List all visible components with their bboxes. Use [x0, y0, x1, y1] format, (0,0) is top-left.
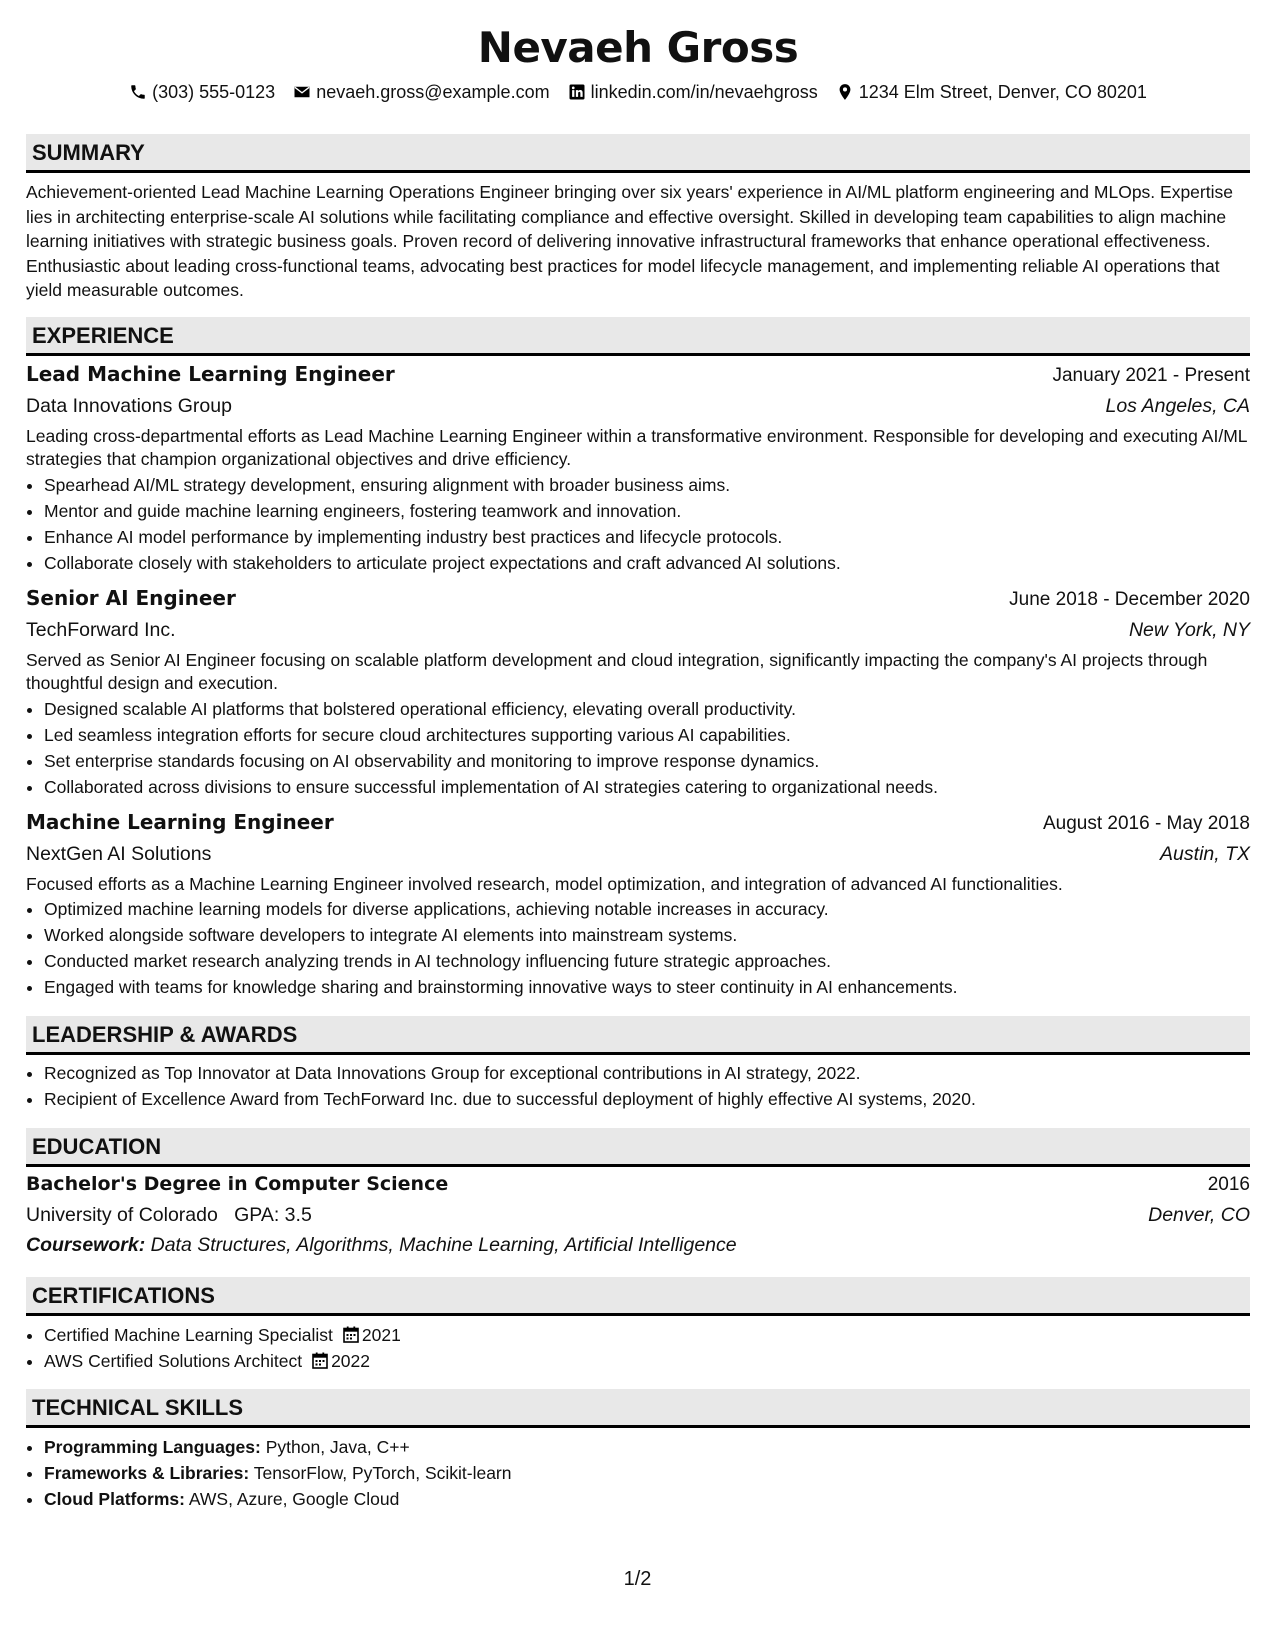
list-item: • Recognized as Top Innovator at Data Innovations Group for exceptional contributions in AI strategy, 2022.: [44, 1060, 1250, 1086]
coursework-label: Coursework:: [26, 1234, 146, 1257]
coursework-list: Data Structures, Algorithms, Machine Learning, Artificial Intelligence: [150, 1234, 737, 1257]
education-school-row: [26, 1200, 1250, 1230]
contact-bar: [26, 80, 1250, 104]
job-description: Served as Senior AI Engineer focusing on scalable platform development and cloud integration, significantly impacting the company's AI projects through thoughtful design and execution.: [26, 649, 1208, 694]
list-item: [44, 1486, 1250, 1512]
job-dates: August 2016 - May 2018: [1042, 812, 1250, 834]
degree-title: Bachelor's Degree in Computer Science: [26, 1173, 449, 1196]
map-pin-icon: [836, 83, 854, 101]
job-header-row: [26, 359, 1250, 391]
contact-linkedin[interactable]: [568, 80, 818, 104]
job-location: Austin, TX: [1160, 842, 1250, 865]
list-item: [44, 1460, 1250, 1486]
job-bullets: [26, 472, 1250, 576]
linkedin-icon: [568, 83, 586, 101]
address-text: 1234 Elm Street, Denver, CO 80201: [858, 82, 1147, 102]
gpa: GPA: 3.5: [234, 1204, 312, 1227]
list-item: [44, 1348, 1250, 1374]
list-item: • Collaborate closely with stakeholders to articulate project expectations and craft advanced AI solutions.: [44, 550, 1250, 576]
contact-phone[interactable]: [129, 80, 275, 104]
job-company: Data Innovations Group: [26, 394, 232, 417]
list-item: • Collaborated across divisions to ensure successful implementation of AI strategies catering to organizational needs.: [44, 774, 1250, 800]
list-item: • Designed scalable AI platforms that bolstered operational efficiency, elevating overall productivity.: [44, 696, 1250, 722]
envelope-icon: [293, 83, 311, 101]
job-header-row: [26, 583, 1250, 615]
list-item: [44, 1434, 1250, 1460]
awards-heading: LEADERSHIP & AWARDS: [26, 1016, 1250, 1055]
job-description: Focused efforts as a Machine Learning Engineer involved research, model optimization, and integration of advanced AI functionalities.: [26, 873, 1063, 894]
skills-list: [26, 1434, 1250, 1512]
cert-year: 2022: [331, 1351, 371, 1372]
list-item: • Worked alongside software developers to integrate AI elements into mainstream systems.: [44, 922, 1250, 948]
job-header-row: [26, 807, 1250, 839]
skill-value: Python, Java, C++: [265, 1437, 410, 1458]
job-company-row: [26, 615, 1250, 645]
list-item: • Engaged with teams for knowledge sharing and brainstorming innovative ways to steer continuity in AI enhancements.: [44, 974, 1250, 1000]
skills-heading: TECHNICAL SKILLS: [26, 1389, 1250, 1428]
list-item: • Recipient of Excellence Award from TechForward Inc. due to successful deployment of highly effective AI systems, 2020.: [44, 1086, 1250, 1112]
calendar-icon: [312, 1352, 328, 1369]
list-item: • Optimized machine learning models for diverse applications, achieving notable increases in accuracy.: [44, 896, 1250, 922]
job-dates: June 2018 - December 2020: [1009, 588, 1250, 610]
phone-icon: [129, 83, 147, 101]
list-item: • Mentor and guide machine learning engineers, fostering teamwork and innovation.: [44, 498, 1250, 524]
cert-name: Certified Machine Learning Specialist: [44, 1325, 333, 1346]
list-item: • Spearhead AI/ML strategy development, ensuring alignment with broader business aims.: [44, 472, 1250, 498]
coursework: [26, 1230, 1250, 1260]
skill-label: Cloud Platforms:: [44, 1489, 185, 1510]
summary-text: Achievement-oriented Lead Machine Learning Operations Engineer bringing over six years' experience in AI/ML platform engineering and MLOps. Expertise lies in architecting enterprise-scale AI solutions while facilitating compliance and effective oversight. Skilled in developing team capabilities to align machine learning initiatives with strategic business goals. Proven record of delivering innovative infrastructural frameworks that enhance operational effectiveness. Enthusiastic about leading cross-functional teams, advocating best practices for model lifecycle management, and implementing reliable AI operations that yield measurable outcomes.: [26, 182, 1233, 301]
job-company-row: [26, 391, 1250, 421]
list-item: • Enhance AI model performance by implementing industry best practices and lifecycle protocols.: [44, 524, 1250, 550]
school-line: [26, 1200, 312, 1230]
job-dates: January 2021 - Present: [1052, 364, 1250, 386]
skill-value: TensorFlow, PyTorch, Scikit-learn: [253, 1463, 512, 1484]
job-company: TechForward Inc.: [26, 618, 176, 641]
experience-heading: EXPERIENCE: [26, 317, 1250, 356]
list-item: • Set enterprise standards focusing on AI observability and monitoring to improve response dynamics.: [44, 748, 1250, 774]
job-company: NextGen AI Solutions: [26, 842, 212, 865]
contact-address: [836, 80, 1147, 104]
list-item: • Led seamless integration efforts for secure cloud architectures supporting various AI capabilities.: [44, 722, 1250, 748]
school-name: University of Colorado: [26, 1204, 218, 1227]
contact-email[interactable]: [293, 80, 549, 104]
cert-name: AWS Certified Solutions Architect: [44, 1351, 303, 1372]
phone-text: (303) 555-0123: [152, 82, 276, 102]
job-entry: [26, 359, 1250, 576]
email-text: nevaeh.gross@example.com: [316, 82, 550, 102]
awards-list: [26, 1060, 1250, 1112]
skill-label: Programming Languages:: [44, 1437, 261, 1458]
linkedin-text: linkedin.com/in/nevaehgross: [590, 82, 818, 102]
job-title: Machine Learning Engineer: [26, 809, 334, 834]
job-title: Lead Machine Learning Engineer: [26, 361, 395, 386]
job-entry: [26, 807, 1250, 1001]
education-entry: [26, 1169, 1250, 1260]
resume-page: [26, 0, 1250, 1512]
job-company-row: [26, 839, 1250, 869]
certifications-heading: CERTIFICATIONS: [26, 1277, 1250, 1316]
candidate-name: Nevaeh Gross: [477, 23, 799, 72]
calendar-icon: [343, 1326, 359, 1343]
job-location: New York, NY: [1128, 618, 1250, 641]
education-header-row: [26, 1169, 1250, 1200]
education-heading: EDUCATION: [26, 1128, 1250, 1167]
job-description: Leading cross-departmental efforts as Lead Machine Learning Engineer within a transformative environment. Responsible for developing and executing AI/ML strategies that champion organizational objectives and drive efficiency.: [26, 425, 1247, 470]
job-bullets: [26, 696, 1250, 800]
job-entry: [26, 583, 1250, 800]
skill-value: AWS, Azure, Google Cloud: [188, 1489, 400, 1510]
summary-heading: SUMMARY: [26, 134, 1250, 173]
list-item: • Conducted market research analyzing trends in AI technology influencing future strategic approaches.: [44, 948, 1250, 974]
skill-label: Frameworks & Libraries:: [44, 1463, 250, 1484]
job-location: Los Angeles, CA: [1105, 394, 1250, 417]
graduation-year: 2016: [1207, 1174, 1250, 1196]
school-location: Denver, CO: [1148, 1204, 1250, 1227]
job-bullets: [26, 896, 1250, 1000]
list-item: [44, 1322, 1250, 1348]
page-number: 1/2: [623, 1568, 652, 1590]
certifications-list: [26, 1322, 1250, 1374]
job-title: Senior AI Engineer: [26, 585, 236, 610]
cert-year: 2021: [361, 1325, 401, 1346]
